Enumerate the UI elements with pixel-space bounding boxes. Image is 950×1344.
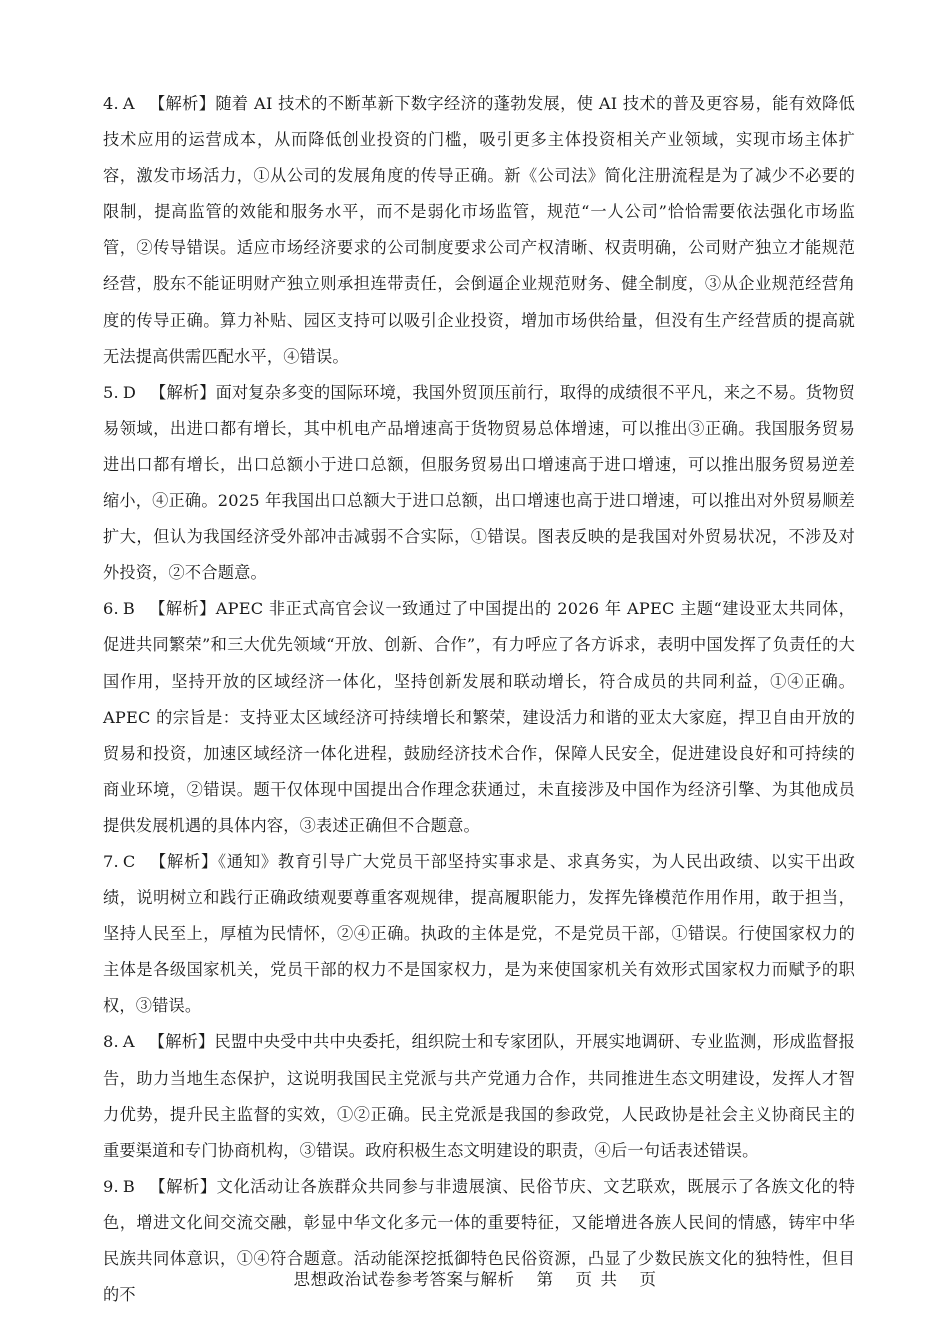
answer-item-paragraph (103, 591, 855, 844)
answer-list (103, 86, 855, 1313)
item-answer-letter: A (122, 1032, 135, 1052)
footer-page-prefix: 第 (536, 1270, 554, 1289)
footer-total-suffix: 页 (639, 1270, 657, 1289)
item-answer-letter: D (122, 382, 137, 402)
item-number: 4. (103, 94, 119, 113)
footer-total-prefix: 共 (600, 1270, 618, 1289)
answer-item-6 (103, 591, 855, 844)
page-footer (0, 1266, 950, 1290)
item-explanation: 【解析】《通知》教育引导广大党员干部坚持实事求是、求真务实，为人民出政绩、以实干出政绩，说明树立和践行正确政绩观要尊重客观规律，提高履职能力，发挥先锋模范作用作用，敢于担当，坚持人民至上，厚植为民情怀，②④正确。执政的主体是党，不是党员干部，①错误。行使国家权力的主体是各级国家机关，党员干部的权力不是国家权力，是为来使国家机关有效形式国家权力而赋予的职权，③错误。 (103, 851, 855, 1016)
item-answer-letter: C (122, 851, 136, 871)
item-answer-letter: A (122, 94, 135, 113)
item-answer-letter: B (122, 599, 135, 619)
item-number: 8. (103, 1032, 119, 1052)
item-explanation: 【解析】文化活动让各族群众共同参与非遗展演、民俗节庆、文艺联欢，既展示了各族文化的特色，增进文化间交流交融，彰显中华文化多元一体的重要特征，又能增进各族人民间的情感，铸牢中华民族共同体意识，①④符合题意。活动能深挖抵御特色民俗资源，凸显了少数民族文化的独特性，但目的不 (103, 1176, 855, 1305)
item-number: 5. (103, 382, 119, 402)
item-explanation: 【解析】面对复杂多变的国际环境，我国外贸顶压前行，取得的成绩很不平凡，来之不易。货物贸易领域，出进口都有增长，其中机电产品增速高于货物贸易总体增速，可以推出③正确。我国服务贸易进出口都有增长，出口总额小于进口总额，但服务贸易出口增速高于进口增速，可以推出服务贸易逆差缩小，④正确。2025 年我国出口总额大于进口总额，出口增速也高于进口增速，可以推出对外贸易顺差扩大，但认为我国经济受外部冲击减弱不合实际，①错误。图表反映的是我国对外贸易状况，不涉及对外投资，②不合题意。 (103, 382, 856, 583)
item-number: 6. (103, 599, 119, 619)
item-answer-letter: B (122, 1176, 135, 1196)
answer-item-paragraph (103, 1024, 855, 1168)
footer-page-suffix: 页 (575, 1270, 593, 1289)
item-number: 7. (103, 851, 119, 871)
answer-item-paragraph (103, 1169, 855, 1313)
answer-item-paragraph (103, 844, 855, 1024)
answer-item-9 (103, 1169, 855, 1313)
item-number: 9. (103, 1176, 119, 1196)
answer-item-paragraph (103, 86, 855, 375)
footer-title: 思想政治试卷参考答案与解析 (293, 1270, 515, 1289)
answer-item-8 (103, 1024, 855, 1168)
item-explanation: 【解析】民盟中央受中共中央委托，组织院士和专家团队，开展实地调研、专业监测，形成监督报告，助力当地生态保护，这说明我国民主党派与共产党通力合作，共同推进生态文明建设，发挥人才智力优势，提升民主监督的实效，①②正确。民主党派是我国的参政党，人民政协是社会主义协商民主的重要渠道和专门协商机构，③错误。政府积极生态文明建设的职责，④后一句话表述错误。 (103, 1032, 855, 1160)
answer-item-4 (103, 86, 855, 375)
answer-item-7 (103, 844, 855, 1024)
answer-item-paragraph (103, 375, 855, 592)
item-explanation: 【解析】APEC 非正式高官会议一致通过了中国提出的 2026 年 APEC 主题“建设亚太共同体，促进共同繁荣”和三大优先领域“开放、创新、合作”，有力呼应了各方诉求，表明中国发挥了负责任的大国作用，坚持开放的区域经济一体化，坚持创新发展和联动增长，符合成员的共同利益，①④正确。APEC 的宗旨是：支持亚太区域经济可持续增长和繁荣，建设活力和谐的亚太大家庭，捍卫自由开放的贸易和投资，加速区域经济一体化进程，鼓励经济技术合作，保障人民安全，促进建设良好和可持续的商业环境，②错误。题干仅体现中国提出合作理念获通过，未直接涉及中国作为经济引擎、为其他成员提供发展机遇的具体内容，③表述正确但不合题意。 (103, 599, 855, 835)
answer-item-5 (103, 375, 855, 592)
item-explanation: 【解析】随着 AI 技术的不断革新下数字经济的蓬勃发展，使 AI 技术的普及更容易，能有效降低技术应用的运营成本，从而降低创业投资的门槛，吸引更多主体投资相关产业领域，实现市场主体扩容，激发市场活力，①从公司的发展角度的传导正确。新《公司法》简化注册流程是为了减少不必要的限制，提高监管的效能和服务水平，而不是弱化市场监管，规范“一人公司”恰恰需要依法强化市场监管，②传导错误。适应市场经济要求的公司制度要求公司产权清晰、权责明确，公司财产独立才能规范经营，股东不能证明财产独立则承担连带责任，会倒逼企业规范财务、健全制度，③从企业规范经营角度的传导正确。算力补贴、园区支持可以吸引企业投资，增加市场供给量，但没有生产经营质的提高就无法提高供需匹配水平，④错误。 (103, 94, 855, 366)
